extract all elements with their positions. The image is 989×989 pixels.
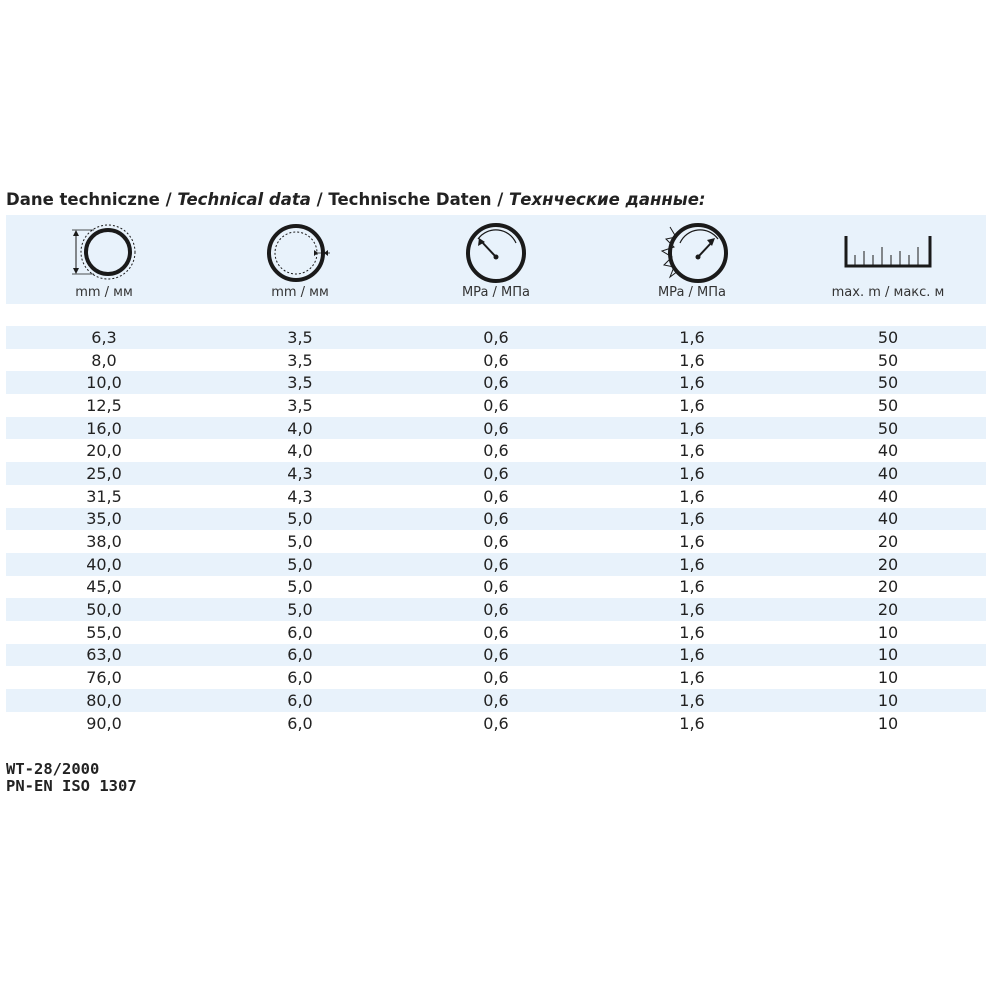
table-row (6, 598, 986, 621)
table-cell: 8,0 (91, 350, 117, 370)
standard-code: WT-28/2000 (6, 760, 100, 778)
title-german: / Technische Daten / (310, 190, 510, 209)
table-cell: 40 (877, 509, 899, 529)
section-title (6, 190, 706, 209)
inner-diameter-icon (64, 221, 144, 281)
table-cell: 50 (877, 327, 899, 347)
table-cell: 5,0 (287, 577, 313, 597)
table-cell: 10 (877, 645, 899, 665)
title-russian: Технческие данные: (509, 190, 706, 209)
table-cell: 10 (877, 713, 899, 733)
burst-pressure-gauge-icon (650, 221, 734, 283)
table-row (6, 417, 986, 440)
table-cell: 10 (877, 668, 899, 688)
table-cell: 3,5 (287, 327, 313, 347)
standards-footer (6, 761, 137, 795)
unit-label: max. m / макс. м (831, 285, 945, 300)
table-cell: 38,0 (86, 532, 122, 552)
table-cell: 6,3 (91, 327, 117, 347)
table-cell: 0,6 (483, 713, 509, 733)
header-col-inner-diameter (6, 215, 202, 304)
table-cell: 50 (877, 350, 899, 370)
table-row (6, 689, 986, 712)
table-cell: 0,6 (483, 600, 509, 620)
table-cell: 1,6 (679, 577, 705, 597)
unit-label: MPa / МПа (461, 285, 531, 300)
table-cell: 0,6 (483, 668, 509, 688)
table-cell: 1,6 (679, 441, 705, 461)
table-cell: 3,5 (287, 395, 313, 415)
table-cell: 16,0 (86, 418, 122, 438)
table-cell: 80,0 (86, 690, 122, 710)
table-cell: 0,6 (483, 645, 509, 665)
table-cell: 5,0 (287, 554, 313, 574)
length-ruler-icon (843, 233, 933, 273)
table-cell: 40,0 (86, 554, 122, 574)
table-cell: 0,6 (483, 690, 509, 710)
wall-thickness-icon (260, 221, 340, 283)
table-cell: 0,6 (483, 350, 509, 370)
table-cell: 6,0 (287, 645, 313, 665)
table-cell: 0,6 (483, 486, 509, 506)
table-cell: 76,0 (86, 668, 122, 688)
table-cell: 35,0 (86, 509, 122, 529)
table-cell: 50 (877, 373, 899, 393)
table-cell: 3,5 (287, 350, 313, 370)
table-cell: 0,6 (483, 463, 509, 483)
working-pressure-gauge-icon (456, 221, 536, 283)
table-cell: 1,6 (679, 690, 705, 710)
table-cell: 1,6 (679, 463, 705, 483)
table-row (6, 530, 986, 553)
table-cell: 1,6 (679, 645, 705, 665)
table-cell: 40 (877, 463, 899, 483)
table-cell: 50 (877, 395, 899, 415)
table-cell: 1,6 (679, 395, 705, 415)
table-cell: 1,6 (679, 418, 705, 438)
table-cell: 0,6 (483, 554, 509, 574)
table-cell: 0,6 (483, 418, 509, 438)
table-cell: 4,3 (287, 463, 313, 483)
table-cell: 40 (877, 441, 899, 461)
table-cell: 20 (877, 577, 899, 597)
table-row (6, 576, 986, 599)
table-cell: 1,6 (679, 373, 705, 393)
table-cell: 50,0 (86, 600, 122, 620)
table-row (6, 644, 986, 667)
header-col-working-pressure (398, 215, 594, 304)
table-cell: 5,0 (287, 600, 313, 620)
table-cell: 50 (877, 418, 899, 438)
table-cell: 5,0 (287, 509, 313, 529)
standard-iso: PN-EN ISO 1307 (6, 777, 137, 795)
title-polish: Dane techniczne / (6, 190, 178, 209)
table-cell: 6,0 (287, 713, 313, 733)
table-cell: 0,6 (483, 395, 509, 415)
table-cell: 10 (877, 622, 899, 642)
table-cell: 1,6 (679, 327, 705, 347)
table-cell: 63,0 (86, 645, 122, 665)
header-col-wall-thickness (202, 215, 398, 304)
table-row (6, 553, 986, 576)
table-cell: 1,6 (679, 622, 705, 642)
table-cell: 0,6 (483, 532, 509, 552)
table-cell: 25,0 (86, 463, 122, 483)
table-row (6, 371, 986, 394)
table-cell: 1,6 (679, 486, 705, 506)
table-header (6, 215, 986, 304)
table-cell: 4,0 (287, 441, 313, 461)
table-row (6, 508, 986, 531)
table-cell: 10 (877, 690, 899, 710)
table-cell: 6,0 (287, 622, 313, 642)
table-cell: 20 (877, 532, 899, 552)
title-english: Technical data (177, 190, 311, 209)
table-row (6, 712, 986, 735)
header-col-burst-pressure (594, 215, 790, 304)
table-cell: 6,0 (287, 690, 313, 710)
table-cell: 5,0 (287, 532, 313, 552)
table-cell: 3,5 (287, 373, 313, 393)
table-row (6, 621, 986, 644)
table-row (6, 349, 986, 372)
table-cell: 1,6 (679, 350, 705, 370)
table-row (6, 485, 986, 508)
table-cell: 0,6 (483, 622, 509, 642)
table-cell: 12,5 (86, 395, 122, 415)
data-table (6, 326, 986, 734)
table-cell: 1,6 (679, 600, 705, 620)
table-cell: 20,0 (86, 441, 122, 461)
table-cell: 0,6 (483, 509, 509, 529)
header-col-max-length (790, 215, 986, 304)
table-cell: 4,0 (287, 418, 313, 438)
table-cell: 1,6 (679, 509, 705, 529)
table-row (6, 326, 986, 349)
table-cell: 40 (877, 486, 899, 506)
table-cell: 0,6 (483, 327, 509, 347)
unit-label: mm / мм (75, 285, 133, 300)
table-cell: 55,0 (86, 622, 122, 642)
table-cell: 1,6 (679, 668, 705, 688)
unit-label: MPa / МПа (657, 285, 727, 300)
table-row (6, 394, 986, 417)
table-row (6, 439, 986, 462)
table-cell: 20 (877, 554, 899, 574)
unit-label: mm / мм (271, 285, 329, 300)
table-cell: 20 (877, 600, 899, 620)
table-row (6, 666, 986, 689)
table-cell: 90,0 (86, 713, 122, 733)
table-row (6, 462, 986, 485)
table-cell: 0,6 (483, 373, 509, 393)
table-cell: 31,5 (86, 486, 122, 506)
table-cell: 1,6 (679, 713, 705, 733)
table-cell: 6,0 (287, 668, 313, 688)
table-cell: 4,3 (287, 486, 313, 506)
table-cell: 45,0 (86, 577, 122, 597)
table-cell: 10,0 (86, 373, 122, 393)
table-cell: 0,6 (483, 577, 509, 597)
table-cell: 1,6 (679, 554, 705, 574)
table-cell: 1,6 (679, 532, 705, 552)
table-cell: 0,6 (483, 441, 509, 461)
